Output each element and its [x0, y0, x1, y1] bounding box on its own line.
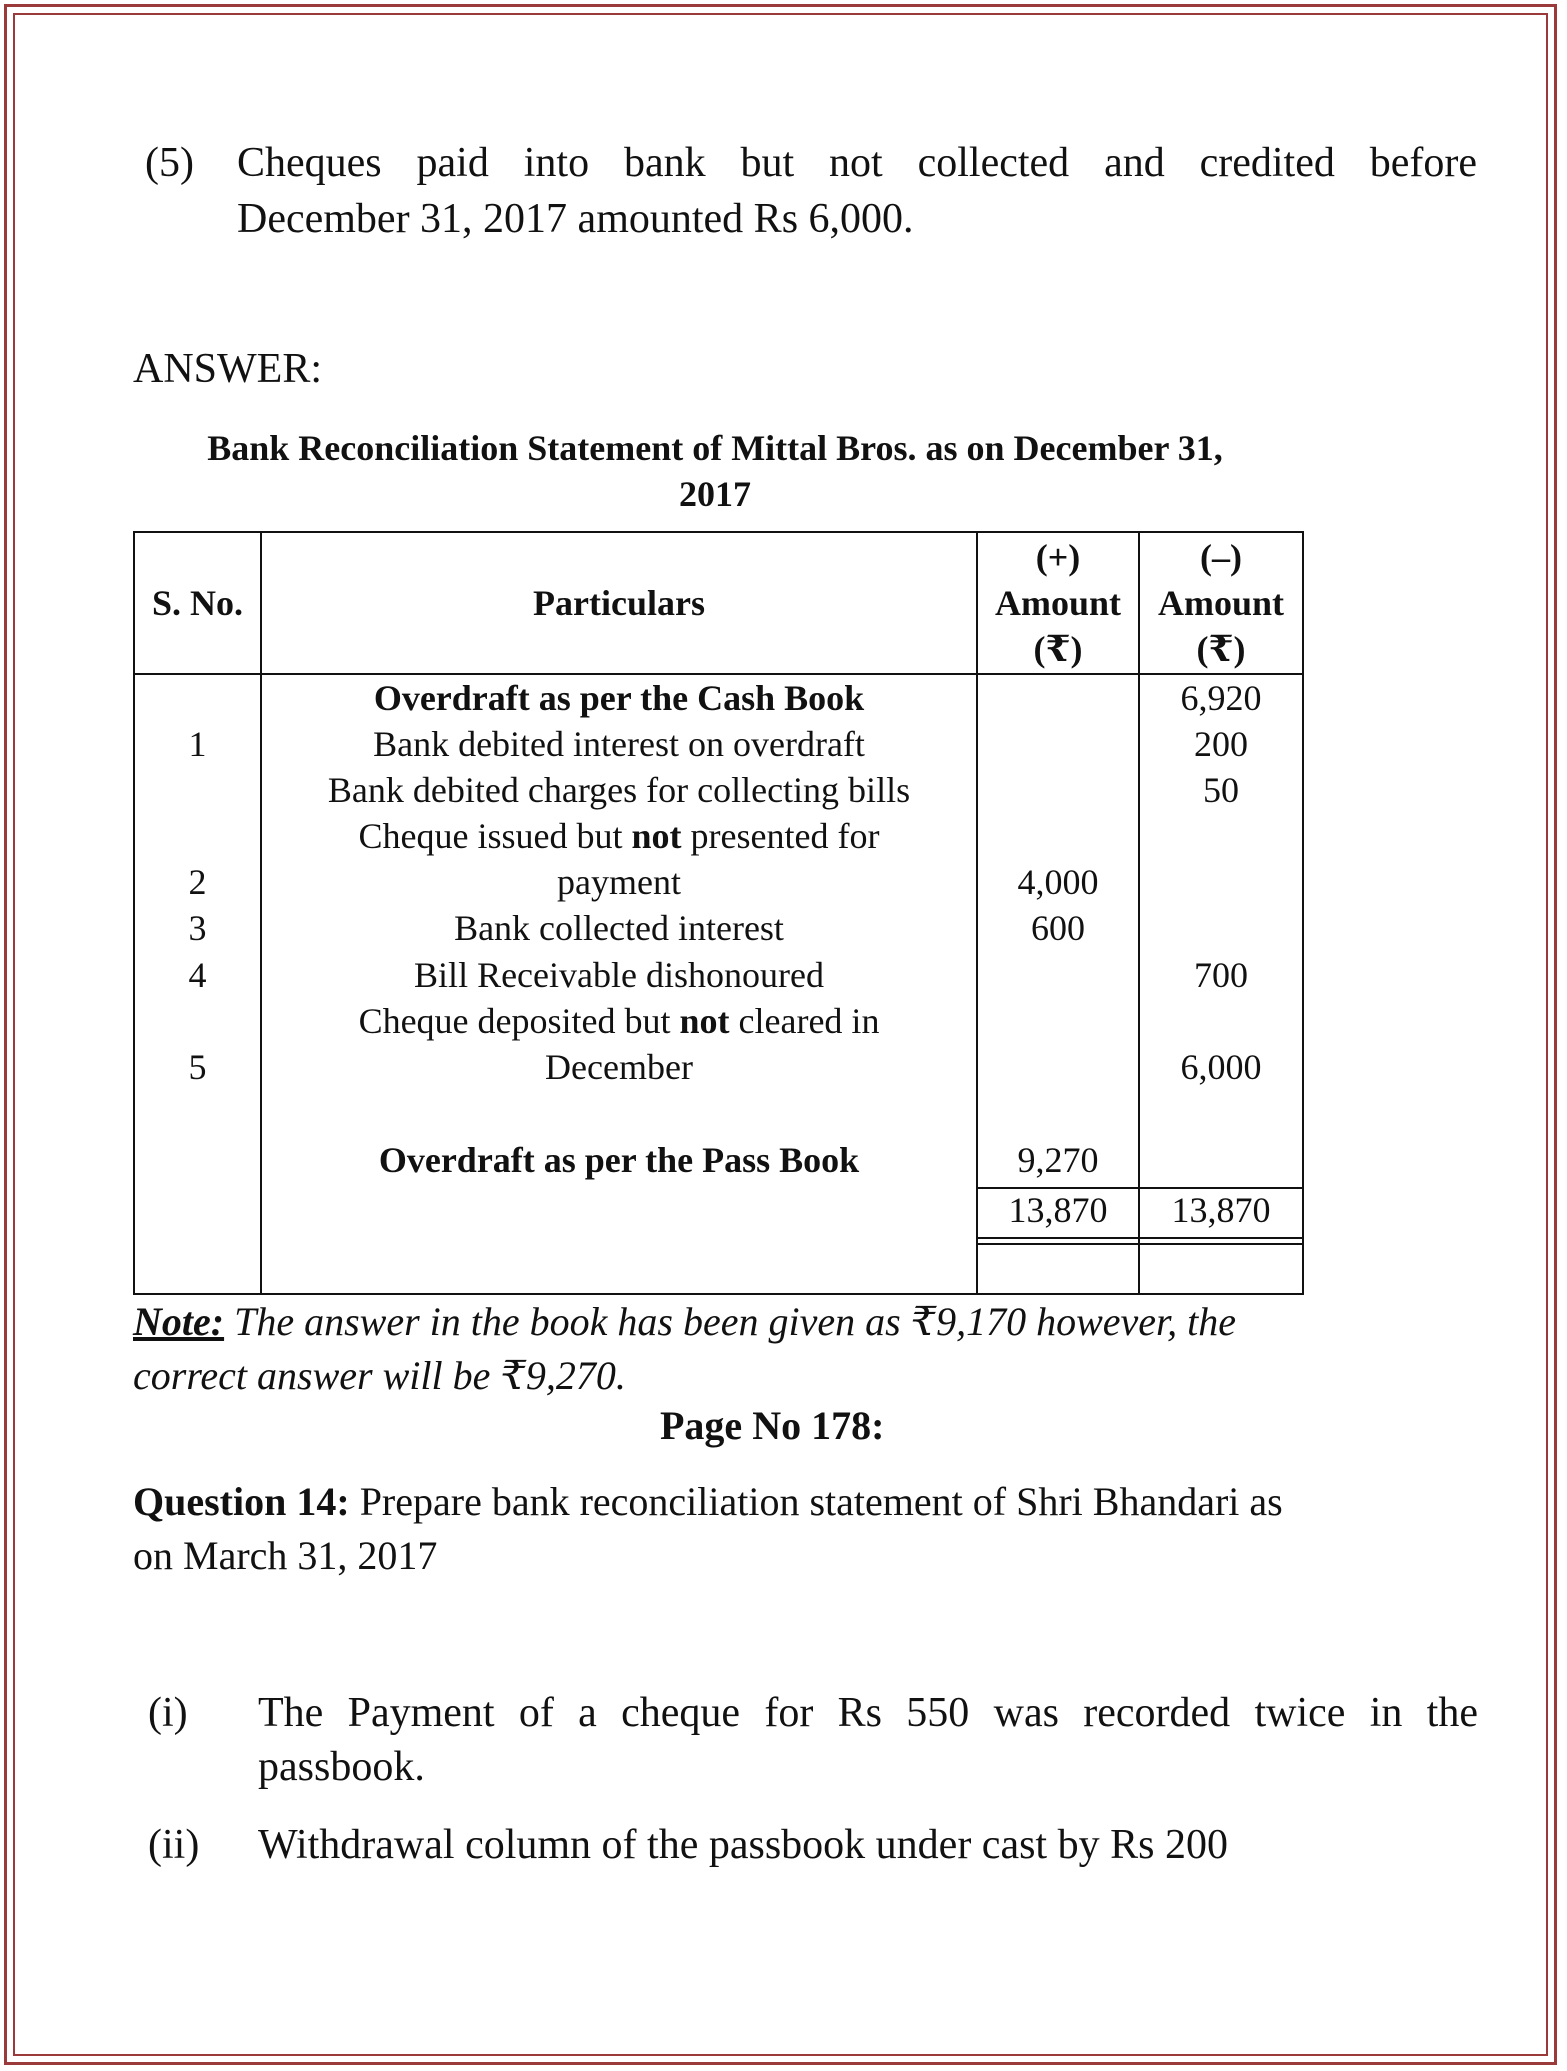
row4-label: Bill Receivable dishonoured [414, 955, 824, 995]
sno-4: 4 [188, 955, 207, 995]
question-14-item-ii [148, 1818, 1488, 1874]
question-14-item-i [148, 1686, 1488, 1796]
header-plus-amount [977, 532, 1139, 674]
row3-plus: 600 [1031, 908, 1085, 948]
statement-title-line1: Bank Reconciliation Statement of Mittal Bros. as on December 31, [207, 428, 1223, 468]
row2-text-bold: not [631, 816, 682, 856]
question-5-line1: Cheques paid into bank but not collected and credited before [237, 140, 1477, 186]
closing-plus: 9,270 [1017, 1140, 1099, 1180]
row1b-minus: 50 [1203, 770, 1239, 810]
reconciliation-table [133, 531, 1304, 1295]
note-label: Note: [133, 1299, 225, 1344]
row5-label-line1 [262, 998, 976, 1044]
sno-column [134, 674, 261, 1294]
header-plus-label: Amount [994, 583, 1122, 623]
sno-3: 3 [188, 908, 207, 948]
total-line-bottom-minus-1 [1140, 1237, 1302, 1239]
row2-text-b: presented for [681, 816, 880, 856]
row3-label: Bank collected interest [454, 908, 784, 948]
table-body-row [134, 674, 1303, 1294]
header-minus-unit: (₹) [1196, 629, 1246, 669]
header-plus-sign: (+) [1035, 537, 1081, 577]
row5-label-line2: December [545, 1047, 693, 1087]
header-sno: S. No. [134, 532, 261, 674]
closing-balance-label: Overdraft as per the Pass Book [378, 1140, 860, 1180]
sno-2: 2 [188, 862, 207, 902]
row1b-label: Bank debited charges for collecting bills [327, 770, 911, 810]
row2-text-a: Cheque issued but [358, 816, 632, 856]
question-14-label: Question 14: [133, 1479, 350, 1524]
question-14 [133, 1475, 1433, 1583]
item-i-line2: passbook. [258, 1744, 425, 1790]
item-ii-line1: Withdrawal column of the passbook under cast by Rs 200 [258, 1822, 1228, 1868]
item-ii-number: (ii) [148, 1822, 200, 1868]
total-minus: 13,870 [1171, 1190, 1271, 1230]
row2-plus: 4,000 [1017, 862, 1099, 902]
note-text1: The answer in the book has been given as ₹9,170 however, the [224, 1299, 1237, 1344]
row5-text-a: Cheque deposited but [358, 1001, 680, 1041]
plus-amount-column [977, 674, 1139, 1294]
question-14-line2: on March 31, 2017 [133, 1533, 438, 1578]
question-5-line2: December 31, 2017 amounted Rs 6,000. [237, 196, 914, 242]
opening-balance-label: Overdraft as per the Cash Book [373, 678, 865, 718]
row4-minus: 700 [1194, 955, 1248, 995]
opening-minus: 6,920 [1180, 678, 1262, 718]
statement-title [160, 425, 1270, 517]
row5-text-bold: not [679, 1001, 730, 1041]
statement-title-line2: 2017 [679, 474, 751, 514]
header-minus-sign: (–) [1200, 537, 1242, 577]
page-number-heading: Page No 178: [660, 1403, 885, 1448]
particulars-column [261, 674, 977, 1294]
note-line2: correct answer will be ₹9,270. [133, 1353, 626, 1398]
question-5-number: (5) [145, 140, 194, 186]
note-line1 [133, 1295, 1413, 1349]
total-line-bottom-plus-1 [978, 1237, 1138, 1239]
row5-minus: 6,000 [1180, 1047, 1262, 1087]
answer-label: ANSWER: [133, 346, 322, 392]
row5-text-b: cleared in [729, 1001, 880, 1041]
row1-minus: 200 [1194, 724, 1248, 764]
header-minus-label: Amount [1157, 583, 1285, 623]
header-minus-amount [1139, 532, 1303, 674]
row2-label-line2: payment [557, 862, 681, 902]
total-line-bottom-minus-2 [1140, 1243, 1302, 1245]
item-i-number: (i) [148, 1690, 188, 1736]
sno-1: 1 [188, 724, 207, 764]
row2-label-line1 [262, 813, 976, 859]
total-plus: 13,870 [1008, 1190, 1108, 1230]
row1-label: Bank debited interest on overdraft [373, 724, 865, 764]
minus-amount-column [1139, 674, 1303, 1294]
item-i-line1: The Payment of a cheque for Rs 550 was recorded twice in the [258, 1690, 1478, 1736]
table-header-row [134, 532, 1303, 674]
header-plus-unit: (₹) [1033, 629, 1083, 669]
sno-5: 5 [188, 1047, 207, 1087]
header-particulars: Particulars [261, 532, 977, 674]
note [133, 1295, 1413, 1403]
question-14-text1: Prepare bank reconciliation statement of Shri Bhandari as [349, 1479, 1283, 1524]
question-14-line1 [133, 1475, 1433, 1529]
total-line-bottom-plus-2 [978, 1243, 1138, 1245]
